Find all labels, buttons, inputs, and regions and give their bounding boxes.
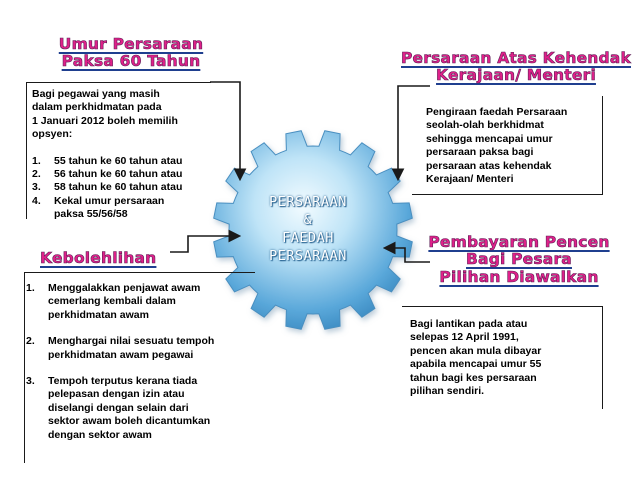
list-item: 4. Kekal umur persaraan paksa 55/56/58: [32, 194, 165, 221]
text-umur-persaraan: Bagi pegawai yang masih dalam perkhidmatan pada 1 Januari 2012 boleh memilih opsyen: 1. 55 tahun ke 60 tahun atau 2. 56 tahun ke 60 tahun atau 3. 58 tahun ke 60 tahun atau 4. Kekal umur persaraan paksa 55/56/58: [32, 88, 237, 222]
list-item: 1. 55 tahun ke 60 tahun atau: [32, 154, 183, 167]
title-umur-persaraan: Umur Persaraan Paksa 60 Tahun: [58, 35, 204, 71]
list-item: 1. Menggalakkan penjawat awam cemerlang kembali dalam perkhidmatan awam: [26, 282, 201, 321]
gear-label-line: PERSARAAN: [269, 194, 347, 210]
benefit-list: [26, 282, 261, 442]
gear-label-line: &: [303, 212, 313, 228]
title-pembayaran-pencen: Pembayaran Pencen Bagi Pesara Pilihan Diawalkan: [428, 233, 610, 286]
gear-label-line: FAEDAH: [282, 230, 334, 246]
gear-label-line: PERSARAAN: [269, 248, 347, 264]
text-persaraan-kehendak: Pengiraan faedah Persaraan seolah-olah berkhidmat sehingga mencapai umur persaraan paksa bagi persaraan atas kehendak Kerajaan/ Menteri: [426, 106, 568, 186]
title-kebolehlihan: Kebolehlihan: [40, 249, 157, 267]
text-pembayaran-pencen: Bagi lantikan pada atau selepas 12 April 1991, pencen akan mula dibayar apabila mencapai umur 55 tahun bagi kes persaraan pilihan sendiri.: [410, 318, 542, 398]
list-item: 2. 56 tahun ke 60 tahun atau: [32, 168, 183, 181]
option-list: [32, 155, 237, 222]
list-item: 2. Menghargai nilai sesuatu tempoh perkhidmatan awam pegawai: [26, 335, 215, 361]
title-persaraan-kehendak: Persaraan Atas Kehendak Kerajaan/ Menteri: [401, 49, 631, 85]
list-item: 3. Tempoh terputus kerana tiada pelepasan dengan izin atau diselangi dengan selain dari sektor awam boleh dicantumkan dengan sektor awam: [26, 375, 211, 441]
text-kebolehlihan: [26, 282, 261, 442]
list-item: 3. 58 tahun ke 60 tahun atau: [32, 181, 183, 194]
gear-label: [240, 193, 376, 265]
